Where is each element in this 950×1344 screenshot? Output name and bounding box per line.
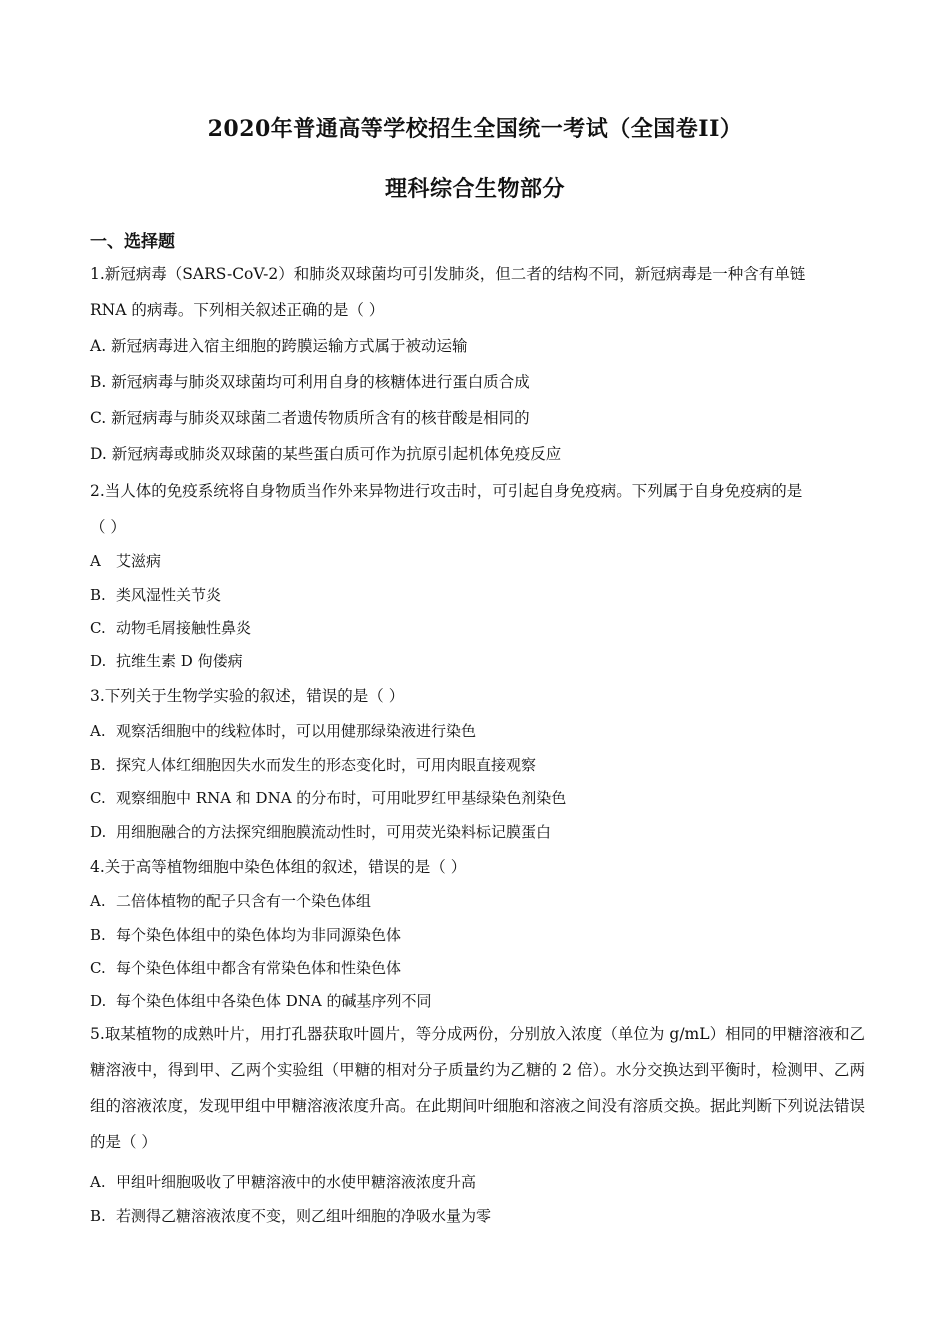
option-label: C. xyxy=(90,959,106,977)
question-1-stem-line-1: 1.新冠病毒（SARS-CoV-2）和肺炎双球菌均可引发肺炎，但二者的结构不同，新冠病毒是一种含有单链 xyxy=(90,265,806,283)
question-1-option-b: B. 新冠病毒与肺炎双球菌均可利用自身的核糖体进行蛋白质合成 xyxy=(90,373,530,391)
question-4-stem: 4.关于高等植物细胞中染色体组的叙述，错误的是（ ） xyxy=(90,858,467,876)
option-label: B. xyxy=(90,1207,106,1225)
option-text: 用细胞融合的方法探究细胞膜流动性时，可用荧光染料标记膜蛋白 xyxy=(116,823,552,841)
question-5-option-b xyxy=(90,1205,491,1226)
question-4-option-b xyxy=(90,924,401,945)
option-text: 甲组叶细胞吸收了甲糖溶液中的水使甲糖溶液浓度升高 xyxy=(116,1173,477,1191)
question-1-option-c: C. 新冠病毒与肺炎双球菌二者遗传物质所含有的核苷酸是相同的 xyxy=(90,409,530,427)
question-3-option-d xyxy=(90,821,551,842)
question-5-stem: 5.取某植物的成熟叶片，用打孔器获取叶圆片，等分成两份，分别放入浓度（单位为 g/mL）相同的甲糖溶液和乙糖溶液中，得到甲、乙两个实验组（甲糖的相对分子质量约为乙糖的 2 倍）。水分交换达到平衡时，检测甲、乙两组的溶液浓度，发现甲组中甲糖溶液浓度升高。在此期间叶细胞和溶液之间没有溶质交换。据此判断下列说法错误的是（ ） xyxy=(90,1025,866,1151)
option-text: 动物毛屑接触性鼻炎 xyxy=(116,619,252,637)
option-label: A. xyxy=(90,892,106,910)
option-label: A xyxy=(90,552,101,570)
option-text: 观察细胞中 RNA 和 DNA 的分布时，可用吡罗红甲基绿染色剂染色 xyxy=(116,789,567,807)
option-text: 二倍体植物的配子只含有一个染色体组 xyxy=(116,892,372,910)
question-4-option-c xyxy=(90,957,401,978)
section-heading: 一、选择题 xyxy=(90,232,175,252)
question-2-option-d xyxy=(90,650,243,671)
question-3-option-b xyxy=(90,754,536,775)
option-text: 类风湿性关节炎 xyxy=(116,586,222,604)
option-label: C. xyxy=(90,619,106,637)
question-4-option-d xyxy=(90,990,432,1011)
question-1-option-d: D. 新冠病毒或肺炎双球菌的某些蛋白质可作为抗原引起机体免疫反应 xyxy=(90,445,562,463)
option-text: 每个染色体组中都含有常染色体和性染色体 xyxy=(116,959,402,977)
option-text: 每个染色体组中各染色体 DNA 的碱基序列不同 xyxy=(116,992,432,1010)
option-label: B. xyxy=(90,926,106,944)
option-text: 观察活细胞中的线粒体时，可以用健那绿染液进行染色 xyxy=(116,722,477,740)
question-3-stem: 3.下列关于生物学实验的叙述，错误的是（ ） xyxy=(90,687,405,705)
question-1-stem-line-2: RNA 的病毒。下列相关叙述正确的是（ ） xyxy=(90,301,385,319)
question-4-option-a xyxy=(90,890,371,911)
option-label: C. xyxy=(90,789,106,807)
option-label: B. xyxy=(90,586,106,604)
question-2-option-b xyxy=(90,584,221,605)
option-label: D. xyxy=(90,992,107,1010)
question-2-option-c xyxy=(90,617,251,638)
question-2-option-a xyxy=(90,550,161,571)
option-text: 探究人体红细胞因失水而发生的形态变化时，可用肉眼直接观察 xyxy=(116,756,537,774)
option-label: A. xyxy=(90,722,106,740)
option-label: D. xyxy=(90,823,107,841)
option-label: D. xyxy=(90,652,107,670)
question-2-stem-line-2: （ ） xyxy=(90,518,126,536)
option-label: A. xyxy=(90,1173,106,1191)
option-text: 抗维生素 D 佝偻病 xyxy=(116,652,243,670)
document-title: 2020年普通高等学校招生全国统一考试（全国卷II） xyxy=(207,116,743,142)
option-text: 每个染色体组中的染色体均为非同源染色体 xyxy=(116,926,402,944)
option-text: 艾滋病 xyxy=(116,552,162,570)
question-3-option-c xyxy=(90,787,566,808)
question-1-option-a: A. 新冠病毒进入宿主细胞的跨膜运输方式属于被动运输 xyxy=(90,337,468,355)
question-5-option-a xyxy=(90,1171,476,1192)
option-text: 若测得乙糖溶液浓度不变，则乙组叶细胞的净吸水量为零 xyxy=(116,1207,492,1225)
document-subtitle: 理科综合生物部分 xyxy=(384,176,565,202)
question-2-stem-line-1: 2.当人体的免疫系统将自身物质当作外来异物进行攻击时，可引起自身免疫病。下列属于自身免疫病的是 xyxy=(90,482,803,500)
question-3-option-a xyxy=(90,720,476,741)
option-label: B. xyxy=(90,756,106,774)
